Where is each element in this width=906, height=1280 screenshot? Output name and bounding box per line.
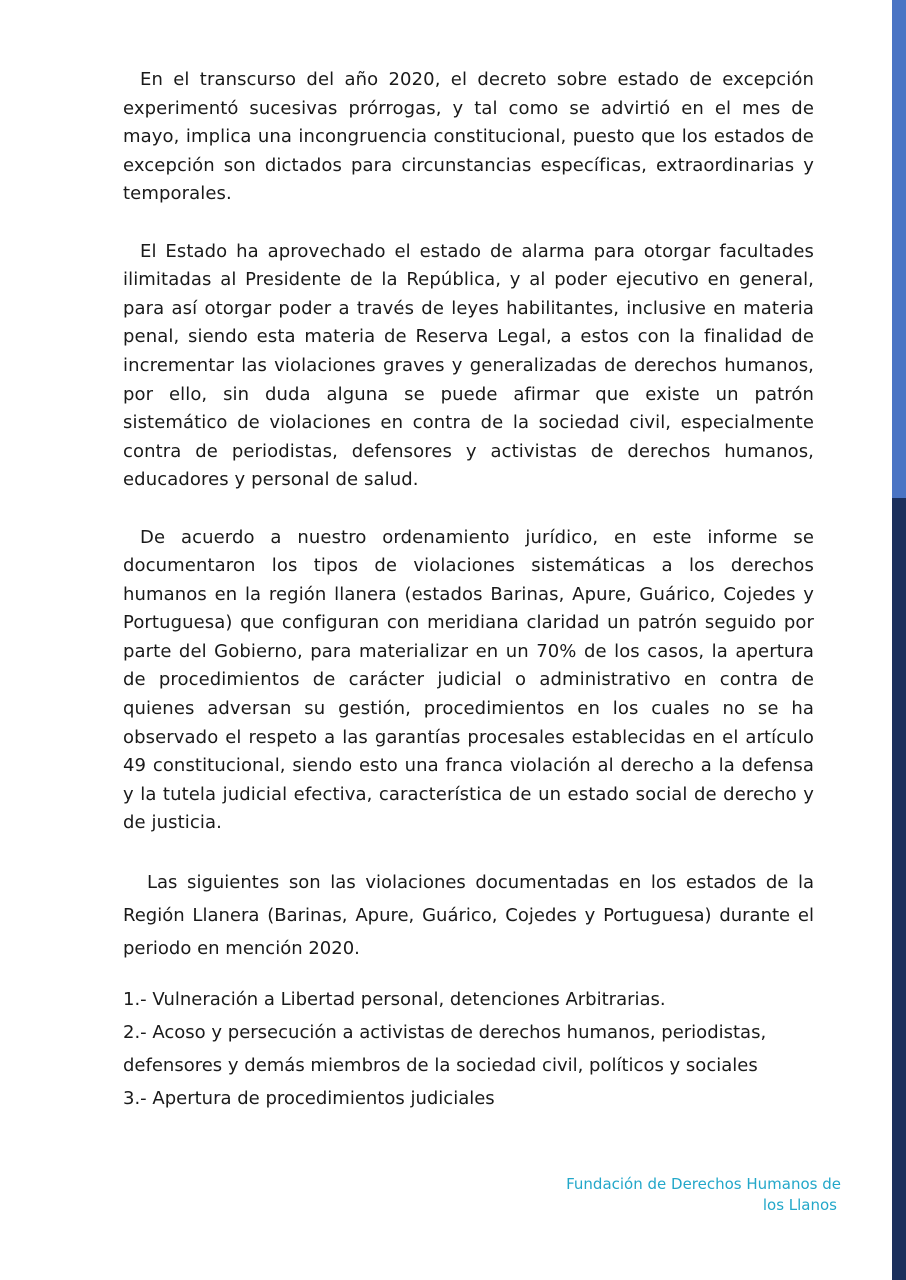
list-item: 3.- Apertura de procedimientos judiciales <box>123 1088 495 1110</box>
list-item: 1.- Vulneración a Libertad personal, detenciones Arbitrarias. <box>123 989 666 1011</box>
list-intro: Las siguientes son las violaciones documentadas en los estados de la Región Llanera (Barinas, Apure, Guárico, Cojedes y Portuguesa) durante el periodo en mención 2020. <box>123 872 814 960</box>
paragraph-1: En el transcurso del año 2020, el decreto sobre estado de excepción experimentó sucesivas prórrogas, y tal como se advirtió en el mes de mayo, implica una incongruencia constitucional, puesto que los estados de excepción son dictados para circunstancias específicas, extraordinarias y temporales. <box>123 69 814 205</box>
footer-line-1: Fundación de Derechos Humanos de <box>566 1175 841 1193</box>
paragraph-2: El Estado ha aprovechado el estado de alarma para otorgar facultades ilimitadas al Presidente de la República, y al poder ejecutivo en general, para así otorgar poder a través de leyes habilitantes, inclusive en materia penal, siendo esta materia de Reserva Legal, a estos con la finalidad de incrementar las violaciones graves y generalizadas de derechos humanos, por ello, sin duda alguna se puede afirmar que existe un patrón sistemático de violaciones en contra de la sociedad civil, especialmente contra de periodistas, defensores y activistas de derechos humanos, educadores y personal de salud. <box>123 240 814 491</box>
paragraph-3: De acuerdo a nuestro ordenamiento jurídico, en este informe se documentaron los tipos de violaciones sistemáticas a los derechos humanos en la región llanera (estados Barinas, Apure, Guárico, Cojedes y Portuguesa) que configuran con meridiana claridad un patrón seguido por parte del Gobierno, para materializar en un 70% de los casos, la apertura de procedimientos de carácter judicial o administrativo en contra de quienes adversan su gestión, procedimientos en los cuales no se ha observado el respeto a las garantías procesales establecidas en el artículo 49 constitucional, siendo esto una franca violación al derecho a la defensa y la tutela judicial efectiva, característica de un estado social de derecho y de justicia. <box>123 526 814 834</box>
footer-line-2: los Llanos <box>762 1196 837 1214</box>
footer-organization <box>540 1174 841 1216</box>
document-body <box>123 66 814 1115</box>
side-accent-bar-bottom <box>892 498 906 1280</box>
list-item: 2.- Acoso y persecución a activistas de derechos humanos, periodistas, defensores y demás miembros de la sociedad civil, políticos y sociales <box>123 1022 767 1077</box>
side-accent-bar-top <box>892 0 906 498</box>
violations-list <box>123 983 814 1115</box>
